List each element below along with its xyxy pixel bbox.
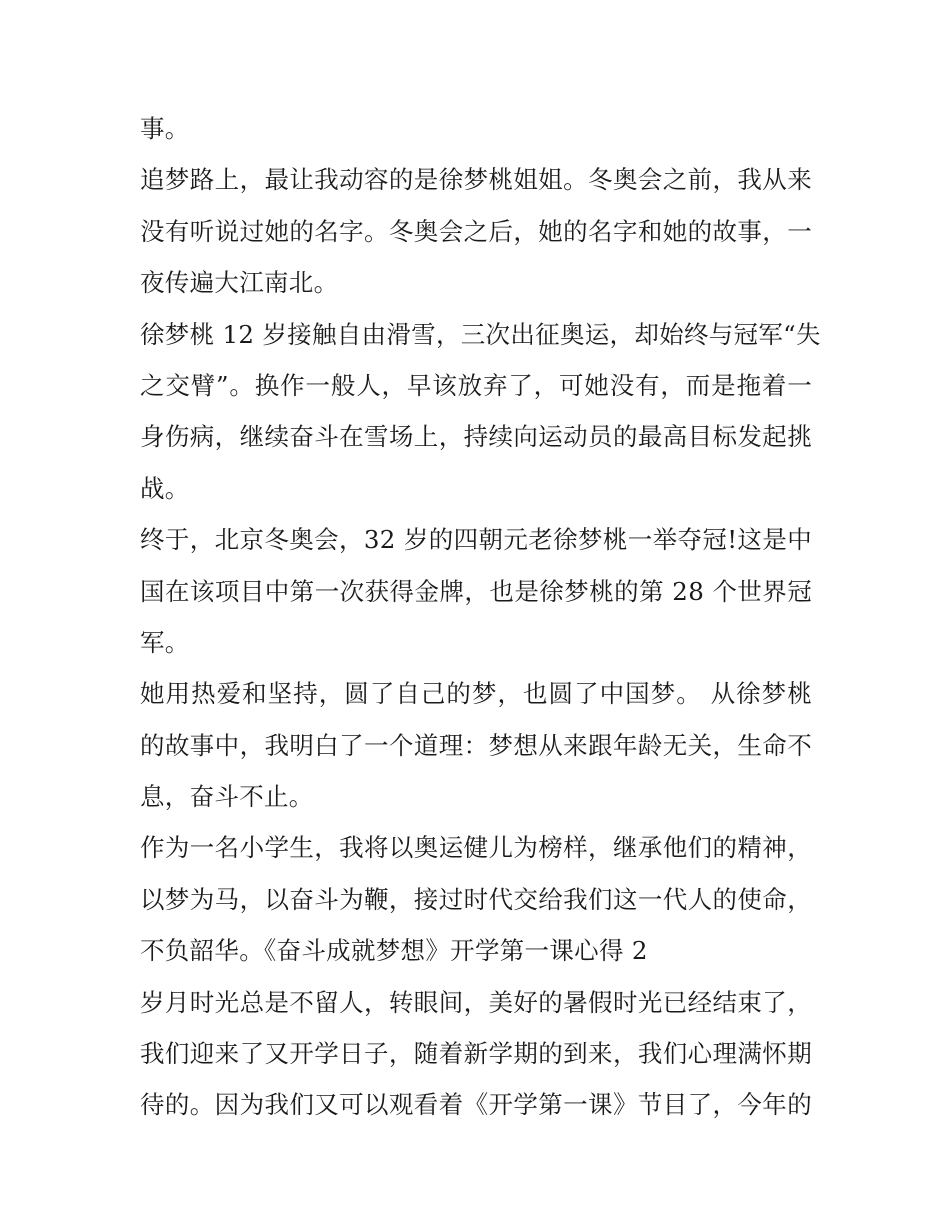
text-line: 追梦路上，最让我动容的是徐梦桃姐姐。冬奥会之前，我从来 (140, 165, 812, 195)
text-line: 徐梦桃 12 岁接触自由滑雪，三次出征奥运，却始终与冠军“失 (140, 319, 821, 349)
text-line: 军。 (140, 627, 190, 657)
text-line: 没有听说过她的名字。冬奥会之后，她的名字和她的故事，一 (140, 216, 812, 246)
text-line: 终于，北京冬奥会，32 岁的四朝元老徐梦桃一举夺冠!这是中 (140, 525, 812, 555)
text-line: 的故事中，我明白了一个道理：梦想从来跟年龄无关，生命不 (140, 730, 812, 760)
text-line: 以梦为马，以奋斗为鞭，接过时代交给我们这一代人的使命， (140, 884, 812, 914)
text-line: 我们迎来了又开学日子，随着新学期的到来，我们心理满怀期 (140, 1039, 812, 1069)
text-line: 战。 (140, 473, 190, 503)
text-line: 之交臂”。换作一般人，早该放弃了，可她没有，而是拖着一 (140, 370, 812, 400)
text-line: 国在该项目中第一次获得金牌，也是徐梦桃的第 28 个世界冠 (140, 576, 812, 606)
text-line: 她用热爱和坚持，圆了自己的梦，也圆了中国梦。 从徐梦桃 (140, 679, 812, 709)
document-body (140, 103, 820, 1131)
text-line: 身伤病，继续奋斗在雪场上，持续向运动员的最高目标发起挑 (140, 422, 812, 452)
text-line: 不负韶华。《奋斗成就梦想》开学第一课心得 2 (140, 936, 648, 966)
text-line: 待的。因为我们又可以观看着《开学第一课》节目了，今年的 (140, 1090, 812, 1120)
text-line: 夜传遍大江南北。 (140, 268, 339, 298)
text-line: 作为一名小学生，我将以奥运健儿为榜样，继承他们的精神， (140, 833, 812, 863)
text-line: 岁月时光总是不留人，转眼间，美好的暑假时光已经结束了， (140, 987, 812, 1017)
text-line: 息，奋斗不止。 (140, 782, 314, 812)
text-line: 事。 (140, 114, 190, 143)
